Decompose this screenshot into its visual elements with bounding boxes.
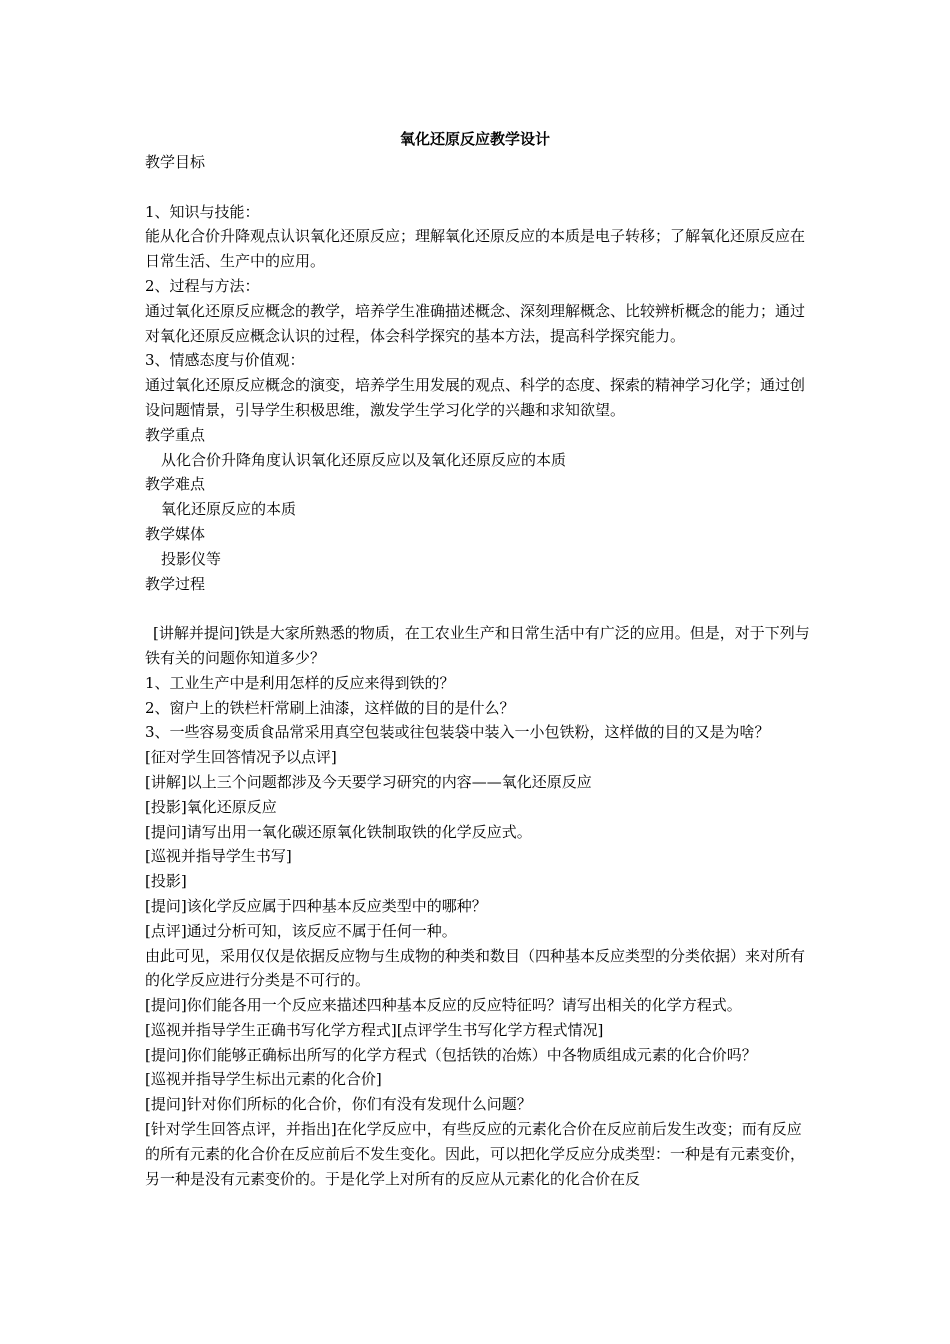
paragraph: 通过氧化还原反应概念的演变，培养学生用发展的观点、科学的态度、探索的精神学习化学；通过创设问题情景，引导学生积极思维，激发学生学习化学的兴趣和求知欲望。: [145, 376, 806, 419]
paragraph: 能从化合价升降观点认识氧化还原反应；理解氧化还原反应的本质是电子转移；了解氧化还原反应在日常生活、生产中的应用。: [145, 227, 806, 271]
paragraph: [提问]你们能各用一个反应来描述四种基本反应的反应特征吗？请写出相关的化学方程式。: [145, 996, 742, 1015]
paragraph: 3、情感态度与价值观：: [145, 351, 305, 370]
paragraph: 教学目标: [145, 153, 206, 171]
paragraph: [巡视并指导学生标出元素的化合价]: [145, 1070, 382, 1089]
document-body: [145, 150, 815, 1191]
paragraph: 投影仪等: [161, 549, 222, 568]
paragraph: [征对学生回答情况予以点评]: [145, 748, 337, 767]
paragraph: [投影]氧化还原反应: [145, 797, 277, 816]
paragraph: [提问]该化学反应属于四种基本反应类型中的哪种？: [145, 896, 487, 915]
document-title: 氧化还原反应教学设计: [399, 130, 550, 148]
paragraph: 3、一些容易变质食品常采用真空包装或往包装袋中装入一小包铁粉，这样做的目的又是为啥？: [145, 723, 770, 742]
paragraph: [提问]你们能够正确标出所写的化学方程式（包括铁的冶炼）中各物质组成元素的化合价吗？: [145, 1045, 757, 1064]
paragraph: [讲解]以上三个问题都涉及今天要学习研究的内容——氧化还原反应: [145, 772, 592, 791]
paragraph: 教学重点: [145, 425, 206, 444]
paragraph: 教学媒体: [145, 524, 206, 543]
paragraph: 2、窗户上的铁栏杆常刷上油漆，这样做的目的是什么？: [145, 698, 515, 717]
paragraph: [点评]通过分析可知，该反应不属于任何一种。: [145, 921, 457, 940]
paragraph: [讲解并提问]铁是大家所熟悉的物质，在工农业生产和日常生活中有广泛的应用。但是，对于下列与铁有关的问题你知道多少？: [145, 624, 810, 667]
paragraph: 通过氧化还原反应概念的教学，培养学生准确描述概念、深刻理解概念、比较辨析概念的能力；通过对氧化还原反应概念认识的过程，体会科学探究的基本方法，提高科学探究能力。: [145, 301, 806, 345]
paragraph: 1、知识与技能：: [145, 202, 260, 221]
paragraph: 由此可见，采用仅仅是依据反应物与生成物的种类和数目（四种基本反应类型的分类依据）来对所有的化学反应进行分类是不可行的。: [145, 946, 806, 990]
paragraph: [投影]: [145, 872, 187, 891]
paragraph: [针对学生回答点评，并指出]在化学反应中，有些反应的元素化合价在反应前后发生改变；而有反应的所有元素的化合价在反应前后不发生变化。因此，可以把化学反应分成类型：一种是有元素变价，另一种是没有元素变价的。于是化学上对所有的反应从元素化的化合价在反: [145, 1120, 806, 1188]
paragraph: 2、过程与方法：: [145, 276, 260, 295]
paragraph: 教学难点: [145, 475, 206, 494]
paragraph: 从化合价升降角度认识氧化还原反应以及氧化还原反应的本质: [161, 450, 567, 469]
paragraph: [提问]针对你们所标的化合价，你们有没有发现什么问题？: [145, 1095, 532, 1114]
paragraph: 氧化还原反应的本质: [161, 500, 297, 519]
paragraph: 1、工业生产中是利用怎样的反应来得到铁的？: [145, 673, 455, 692]
paragraph: [巡视并指导学生正确书写化学方程式][点评学生书写化学方程式情况]: [145, 1020, 604, 1039]
paragraph: [巡视并指导学生书写]: [145, 847, 292, 866]
paragraph: [提问]请写出用一氧化碳还原氧化铁制取铁的化学反应式。: [145, 822, 532, 841]
paragraph: 教学过程: [145, 574, 206, 593]
blank-line: [145, 596, 815, 621]
blank-line: [145, 175, 815, 200]
